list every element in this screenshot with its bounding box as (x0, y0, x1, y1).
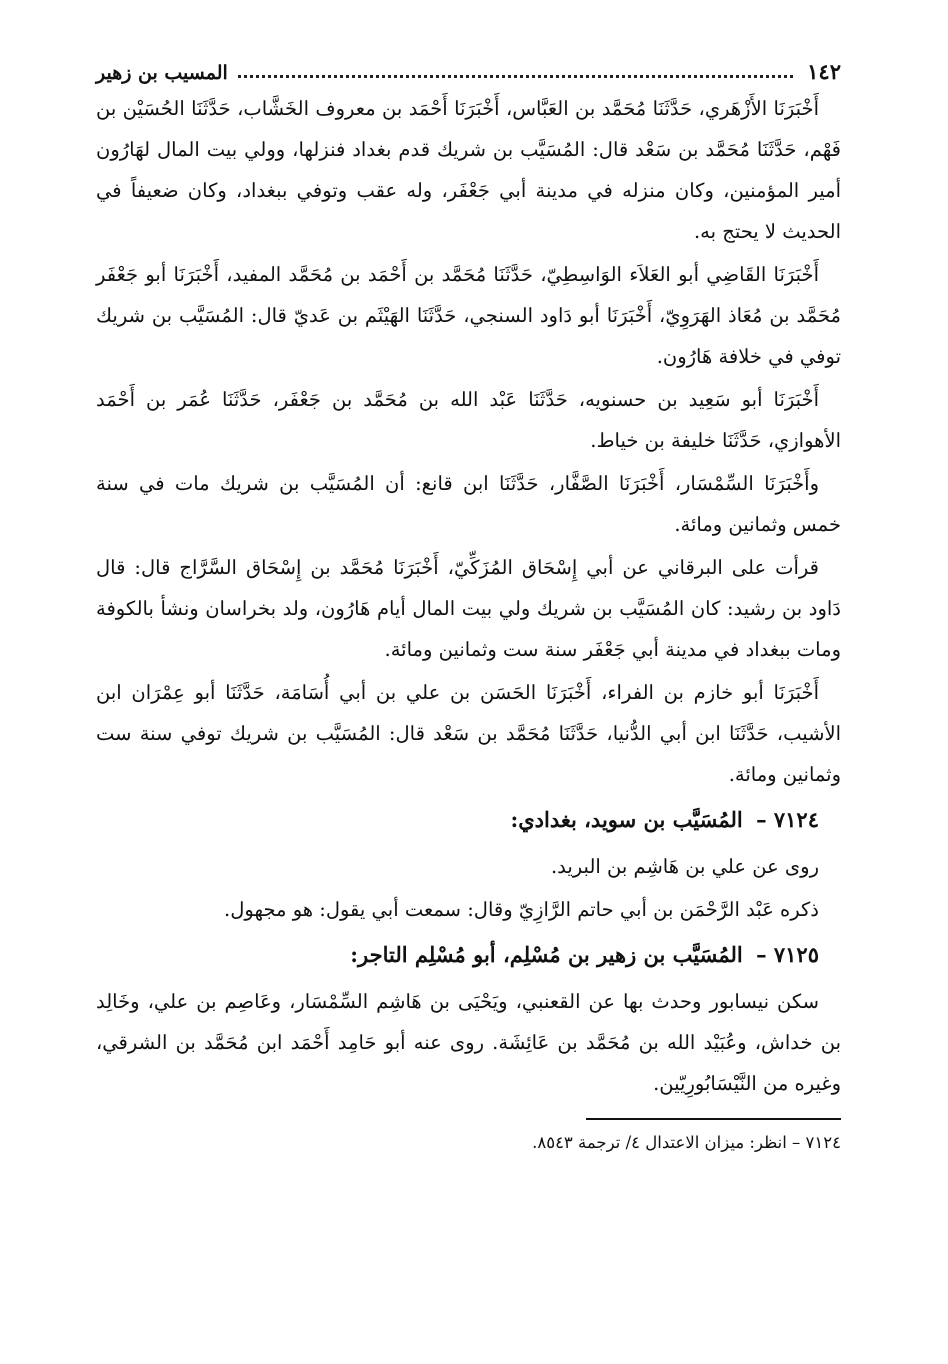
paragraph: أَخْبَرَنَا الأَزْهَري، حَدَّثَنَا مُحَمَّد بن العَبَّاس، أَخْبَرَنَا أَحْمَد بن معروف الخَشَّاب، حَدَّثَنَا الحُسَيْن بن فَهْم، حَدَّثَنَا مُحَمَّد بن سَعْد قال: المُسَيَّب بن شريك قدم بغداد فنزلها، وولي بيت المال لهَارُون أمير المؤمنين، وكان منزله في مدينة أبي جَعْفَر، وله عقب وتوفي ببغداد، وكان ضعيفاً في الحديث لا يحتج به. (96, 97, 841, 243)
paragraph: وأَخْبَرَنَا السِّمْسَار، أَخْبَرَنَا الصَّفَّار، حَدَّثَنَا ابن قانع: أن المُسَيَّب بن شريك مات في سنة خمس وثمانين ومائة. (96, 472, 841, 536)
paragraph: أَخْبَرَنَا أبو سَعِيد بن حسنويه، حَدَّثَنَا عَبْد الله بن مُحَمَّد بن جَعْفَر، حَدَّثَنَا عُمَر بن أَحْمَد الأهوازي، حَدَّثَنَا خليفة بن خياط. (96, 388, 841, 452)
page-body (96, 88, 841, 1104)
footnote: ٧١٢٤ – انظر: ميزان الاعتدال ٤/ ترجمة ٨٥٤٣. (532, 1133, 841, 1152)
book-page (96, 40, 841, 1340)
entry-number: ٧١٢٤ – (756, 807, 819, 832)
paragraph: أَخْبَرَنَا القَاضِي أبو العَلاَء الوَاسِطِيّ، حَدَّثَنَا مُحَمَّد بن أَحْمَد بن مُحَمَّد المفيد، أَخْبَرَنَا أبو جَعْفَر مُحَمَّد بن مُعَاذ الهَرَوِيّ، أَخْبَرَنَا أبو دَاود السنجي، حَدَّثَنَا الهَيْثَم بن عَديّ قال: المُسَيَّب بن شريك توفي في خلافة هَارُون. (96, 263, 841, 368)
page-number: ١٤٢ (807, 59, 841, 84)
running-title: المسيب بن زهير (96, 62, 228, 84)
paragraph: ذكره عَبْد الرَّحْمَن بن أبي حاتم الرَّازِيّ وقال: سمعت أبي يقول: هو مجهول. (224, 898, 819, 921)
paragraph: روى عن علي بن هَاشِم بن البريد. (550, 855, 819, 878)
entry-number: ٧١٢٥ – (756, 942, 819, 967)
entry-heading-7125 (96, 932, 819, 977)
entry-title: المُسَيَّب بن زهير بن مُسْلِم، أبو مُسْلِم التاجر: (350, 942, 743, 967)
paragraph: أَخْبَرَنَا أبو خازم بن الفراء، أَخْبَرَنَا الحَسَن بن علي بن أبي أُسَامَة، حَدَّثَنَا أبو عِمْرَان ابن الأشيب، حَدَّثَنَا ابن أبي الدُّنيا، حَدَّثَنَا مُحَمَّد بن سَعْد قال: المُسَيَّب بن شريك توفي سنة ست وثمانين ومائة. (96, 681, 841, 786)
paragraph: قرأت على البرقاني عن أبي إِسْحَاق المُزَكِّيّ، أَخْبَرَنَا مُحَمَّد بن إِسْحَاق السَّرَّاج قال: قال دَاود بن رشيد: كان المُسَيَّب بن شريك ولي بيت المال أيام هَارُون، ولد بخراسان ونشأ بالكوفة ومات ببغداد في مدينة أبي جَعْفَر سنة ست وثمانين ومائة. (96, 556, 841, 661)
footnote-divider (586, 1118, 841, 1120)
page-header (96, 40, 841, 84)
paragraph: سكن نيسابور وحدث بها عن القعنبي، ويَحْيَى بن هَاشِم السِّمْسَار، وعَاصِم بن علي، وخَالِد بن خداش، وعُبَيْد الله بن مُحَمَّد بن عَائِشَة. روى عنه أبو حَامِد أَحْمَد ابن مُحَمَّد بن الشرقي، وغيره من النَّيْسَابُورِيّين. (96, 990, 841, 1095)
entry-title: المُسَيَّب بن سويد، بغدادي: (510, 807, 743, 832)
dotted-leader (238, 61, 793, 78)
entry-heading-7124 (96, 797, 819, 842)
